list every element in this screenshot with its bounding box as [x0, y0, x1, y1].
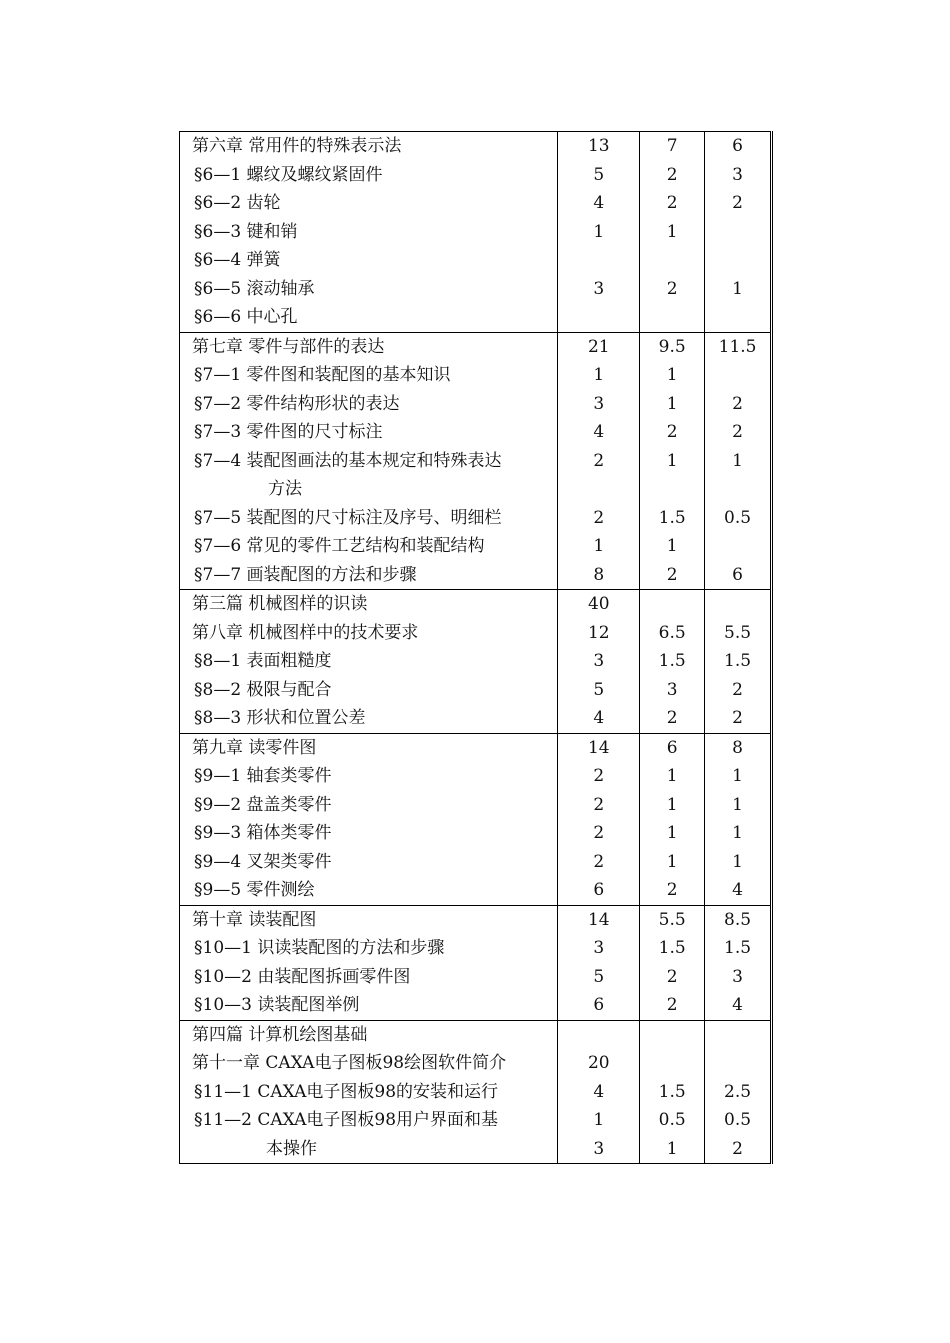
- practice-hours-cell: 2: [732, 679, 743, 700]
- lecture-hours-cell: 3: [640, 676, 705, 705]
- table-row: [180, 619, 770, 648]
- topic-cell: §6—6 中心孔: [180, 303, 558, 332]
- total-hours-cell: [558, 303, 640, 332]
- topic-cell: §7—2 零件结构形状的表达: [180, 390, 558, 419]
- lecture-hours-cell: 1: [640, 1135, 705, 1164]
- practice-hours-cell: 3: [732, 164, 743, 185]
- table-row: [180, 1021, 770, 1050]
- total-hours-cell: 4: [558, 189, 640, 218]
- total-hours-cell: 1: [558, 218, 640, 247]
- practice-hours-cell: 4: [732, 880, 743, 900]
- practice-hours-cell: 1.5: [724, 938, 752, 958]
- practice-hours-cell: 2: [732, 708, 743, 728]
- table-row: [180, 532, 770, 561]
- total-hours-cell: 5: [558, 161, 640, 190]
- total-hours-cell: 21: [558, 333, 640, 362]
- total-hours-cell: 8: [558, 561, 640, 590]
- total-hours-cell: 4: [558, 418, 640, 447]
- table-row: [180, 876, 770, 905]
- table-row: [180, 161, 770, 190]
- total-hours-cell: 2: [558, 848, 640, 877]
- practice-hours-cell: 1: [732, 278, 743, 299]
- total-hours-cell: 1: [558, 532, 640, 561]
- total-hours-cell: 14: [558, 734, 640, 763]
- practice-hours-cell: 3: [732, 966, 743, 987]
- table-row: [180, 361, 770, 390]
- table-row: [180, 1106, 770, 1135]
- table-row: [180, 704, 770, 733]
- lecture-hours-cell: 9.5: [640, 333, 705, 362]
- lecture-hours-cell: [640, 303, 705, 332]
- topic-cell: §11—1 CAXA电子图板98的安装和运行: [180, 1078, 558, 1107]
- practice-hours-cell: 1: [732, 794, 743, 815]
- lecture-hours-cell: 1: [640, 532, 705, 561]
- total-hours-cell: 2: [558, 762, 640, 791]
- total-hours-cell: 3: [558, 934, 640, 963]
- table-row: [180, 132, 770, 161]
- lecture-hours-cell: [640, 590, 705, 619]
- total-hours-cell: [558, 246, 640, 275]
- lecture-hours-cell: 6.5: [640, 619, 705, 648]
- lecture-hours-cell: 2: [640, 189, 705, 218]
- table-row: [180, 303, 770, 332]
- total-hours-cell: 6: [558, 991, 640, 1020]
- lecture-hours-cell: 1: [640, 218, 705, 247]
- total-hours-cell: 5: [558, 963, 640, 992]
- lecture-hours-cell: 5.5: [640, 906, 705, 935]
- topic-cell: §7—3 零件图的尺寸标注: [180, 418, 558, 447]
- practice-hours-cell: 2: [732, 422, 743, 442]
- table-row: [180, 934, 770, 963]
- curriculum-table: [179, 131, 773, 1164]
- topic-cell: 第六章 常用件的特殊表示法: [180, 132, 558, 161]
- lecture-hours-cell: 1: [640, 361, 705, 390]
- table-row: [180, 676, 770, 705]
- lecture-hours-cell: 2: [640, 418, 705, 447]
- lecture-hours-cell: 1: [640, 762, 705, 791]
- practice-hours-cell: [705, 1049, 770, 1078]
- table-row: [180, 791, 770, 820]
- table-row: [180, 246, 770, 275]
- practice-hours-cell: 1: [732, 851, 743, 872]
- table-row: [180, 447, 770, 504]
- topic-cell: §6—3 键和销: [180, 218, 558, 247]
- topic-cell: 第三篇 机械图样的识读: [180, 590, 558, 619]
- lecture-hours-cell: 1.5: [640, 504, 705, 533]
- lecture-hours-cell: 1: [640, 791, 705, 820]
- table-row: [180, 1049, 770, 1078]
- topic-cell: §9—3 箱体类零件: [180, 819, 558, 848]
- lecture-hours-cell: 1.5: [640, 934, 705, 963]
- lecture-hours-cell: 1: [640, 447, 705, 504]
- topic-text: §7—4 装配图画法的基本规定和特殊表达: [194, 450, 502, 471]
- practice-hours-cell: 6: [732, 564, 743, 585]
- practice-hours-cell: [705, 532, 770, 561]
- total-hours-cell: 3: [558, 647, 640, 676]
- topic-cell: §9—4 叉架类零件: [180, 848, 558, 877]
- lecture-hours-cell: 1.5: [640, 647, 705, 676]
- total-hours-cell: 2: [558, 791, 640, 820]
- total-hours-cell: 5: [558, 676, 640, 705]
- table-row: [180, 734, 770, 763]
- total-hours-cell: 2: [558, 504, 640, 533]
- total-hours-cell: 2: [558, 447, 640, 504]
- table-row: [180, 991, 770, 1020]
- total-hours-cell: 4: [558, 704, 640, 733]
- total-hours-cell: 3: [558, 1135, 640, 1164]
- total-hours-cell: 3: [558, 275, 640, 304]
- table-group: [180, 905, 770, 1020]
- topic-cell: §7—5 装配图的尺寸标注及序号、明细栏: [180, 504, 558, 533]
- topic-cell: §9—5 零件测绘: [180, 876, 558, 905]
- table-row: [180, 275, 770, 304]
- topic-cell: §10—1 识读装配图的方法和步骤: [180, 934, 558, 963]
- topic-cell: §6—2 齿轮: [180, 189, 558, 218]
- topic-cell: §8—3 形状和位置公差: [180, 704, 558, 733]
- topic-cell: §10—2 由装配图拆画零件图: [180, 963, 558, 992]
- topic-cell: §6—5 滚动轴承: [180, 275, 558, 304]
- topic-cell: §8—2 极限与配合: [180, 676, 558, 705]
- lecture-hours-cell: 2: [640, 876, 705, 905]
- lecture-hours-cell: 2: [640, 991, 705, 1020]
- total-hours-cell: 20: [558, 1049, 640, 1078]
- practice-hours-cell: 11.5: [718, 336, 757, 357]
- topic-cell: §7—6 常见的零件工艺结构和装配结构: [180, 532, 558, 561]
- lecture-hours-cell: 0.5: [640, 1106, 705, 1135]
- table-group: [180, 131, 770, 332]
- practice-hours-cell: 2: [732, 393, 743, 414]
- lecture-hours-cell: [640, 246, 705, 275]
- total-hours-cell: 13: [558, 132, 640, 161]
- table-group: [180, 733, 770, 905]
- total-hours-cell: 3: [558, 390, 640, 419]
- total-hours-cell: 12: [558, 619, 640, 648]
- topic-cell: §6—4 弹簧: [180, 246, 558, 275]
- practice-hours-cell: [705, 590, 770, 619]
- practice-hours-cell: [705, 1021, 770, 1050]
- practice-hours-cell: 2: [732, 193, 743, 213]
- total-hours-cell: 2: [558, 819, 640, 848]
- practice-hours-cell: [705, 246, 770, 275]
- total-hours-cell: 14: [558, 906, 640, 935]
- topic-cell: §11—2 CAXA电子图板98用户界面和基: [180, 1106, 558, 1135]
- topic-cell: §8—1 表面粗糙度: [180, 647, 558, 676]
- lecture-hours-cell: 2: [640, 161, 705, 190]
- lecture-hours-cell: 2: [640, 963, 705, 992]
- topic-cell: [180, 447, 558, 504]
- topic-cell: 第十一章 CAXA电子图板98绘图软件简介: [180, 1049, 558, 1078]
- topic-cell: 第四篇 计算机绘图基础: [180, 1021, 558, 1050]
- lecture-hours-cell: 1: [640, 848, 705, 877]
- topic-cell: 本操作: [180, 1135, 558, 1164]
- topic-cell: §10—3 读装配图举例: [180, 991, 558, 1020]
- table-row: [180, 590, 770, 619]
- table-group: [180, 332, 770, 590]
- lecture-hours-cell: 1.5: [640, 1078, 705, 1107]
- topic-cell: §6—1 螺纹及螺纹紧固件: [180, 161, 558, 190]
- topic-cell: §9—1 轴套类零件: [180, 762, 558, 791]
- lecture-hours-cell: 2: [640, 275, 705, 304]
- lecture-hours-cell: 2: [640, 704, 705, 733]
- topic-cell: 第十章 读装配图: [180, 906, 558, 935]
- lecture-hours-cell: 6: [640, 734, 705, 763]
- practice-hours-cell: [705, 303, 770, 332]
- table-row: [180, 848, 770, 877]
- lecture-hours-cell: 1: [640, 819, 705, 848]
- table-row: [180, 1078, 770, 1107]
- practice-hours-cell: 8: [732, 737, 743, 758]
- table-row: [180, 647, 770, 676]
- practice-hours-cell: [705, 218, 770, 247]
- table-row: [180, 418, 770, 447]
- table-row: [180, 333, 770, 362]
- practice-hours-cell: 1: [732, 823, 743, 843]
- lecture-hours-cell: 7: [640, 132, 705, 161]
- total-hours-cell: 1: [558, 361, 640, 390]
- practice-hours-cell: 4: [732, 995, 743, 1015]
- practice-hours-cell: 2: [732, 1138, 743, 1159]
- table-row: [180, 561, 770, 590]
- lecture-hours-cell: [640, 1021, 705, 1050]
- total-hours-cell: 4: [558, 1078, 640, 1107]
- practice-hours-cell: 1: [732, 450, 743, 471]
- practice-hours-cell: [705, 361, 770, 390]
- total-hours-cell: 6: [558, 876, 640, 905]
- table-row: [180, 762, 770, 791]
- practice-hours-cell: 5.5: [724, 622, 752, 643]
- practice-hours-cell: 1.5: [724, 651, 752, 671]
- table-row: [180, 504, 770, 533]
- table-group: [180, 1020, 770, 1165]
- practice-hours-cell: 0.5: [724, 507, 752, 528]
- table-row: [180, 819, 770, 848]
- lecture-hours-cell: 2: [640, 561, 705, 590]
- topic-cell: 第九章 读零件图: [180, 734, 558, 763]
- table-row: [180, 1135, 770, 1164]
- table-row: [180, 963, 770, 992]
- total-hours-cell: 1: [558, 1106, 640, 1135]
- topic-cell: 第七章 零件与部件的表达: [180, 333, 558, 362]
- table-row: [180, 218, 770, 247]
- practice-hours-cell: 0.5: [724, 1110, 752, 1130]
- topic-text-continued: 方法: [268, 479, 302, 499]
- topic-cell: §7—1 零件图和装配图的基本知识: [180, 361, 558, 390]
- topic-cell: 第八章 机械图样中的技术要求: [180, 619, 558, 648]
- total-hours-cell: [558, 1021, 640, 1050]
- total-hours-cell: 40: [558, 590, 640, 619]
- table-row: [180, 390, 770, 419]
- practice-hours-cell: 8.5: [724, 909, 752, 930]
- lecture-hours-cell: 1: [640, 390, 705, 419]
- topic-cell: §9—2 盘盖类零件: [180, 791, 558, 820]
- practice-hours-cell: 1: [732, 766, 743, 786]
- lecture-hours-cell: [640, 1049, 705, 1078]
- practice-hours-cell: 6: [732, 136, 743, 156]
- table-row: [180, 906, 770, 935]
- topic-cell: §7—7 画装配图的方法和步骤: [180, 561, 558, 590]
- table-row: [180, 189, 770, 218]
- practice-hours-cell: 2.5: [724, 1081, 752, 1102]
- table-group: [180, 589, 770, 733]
